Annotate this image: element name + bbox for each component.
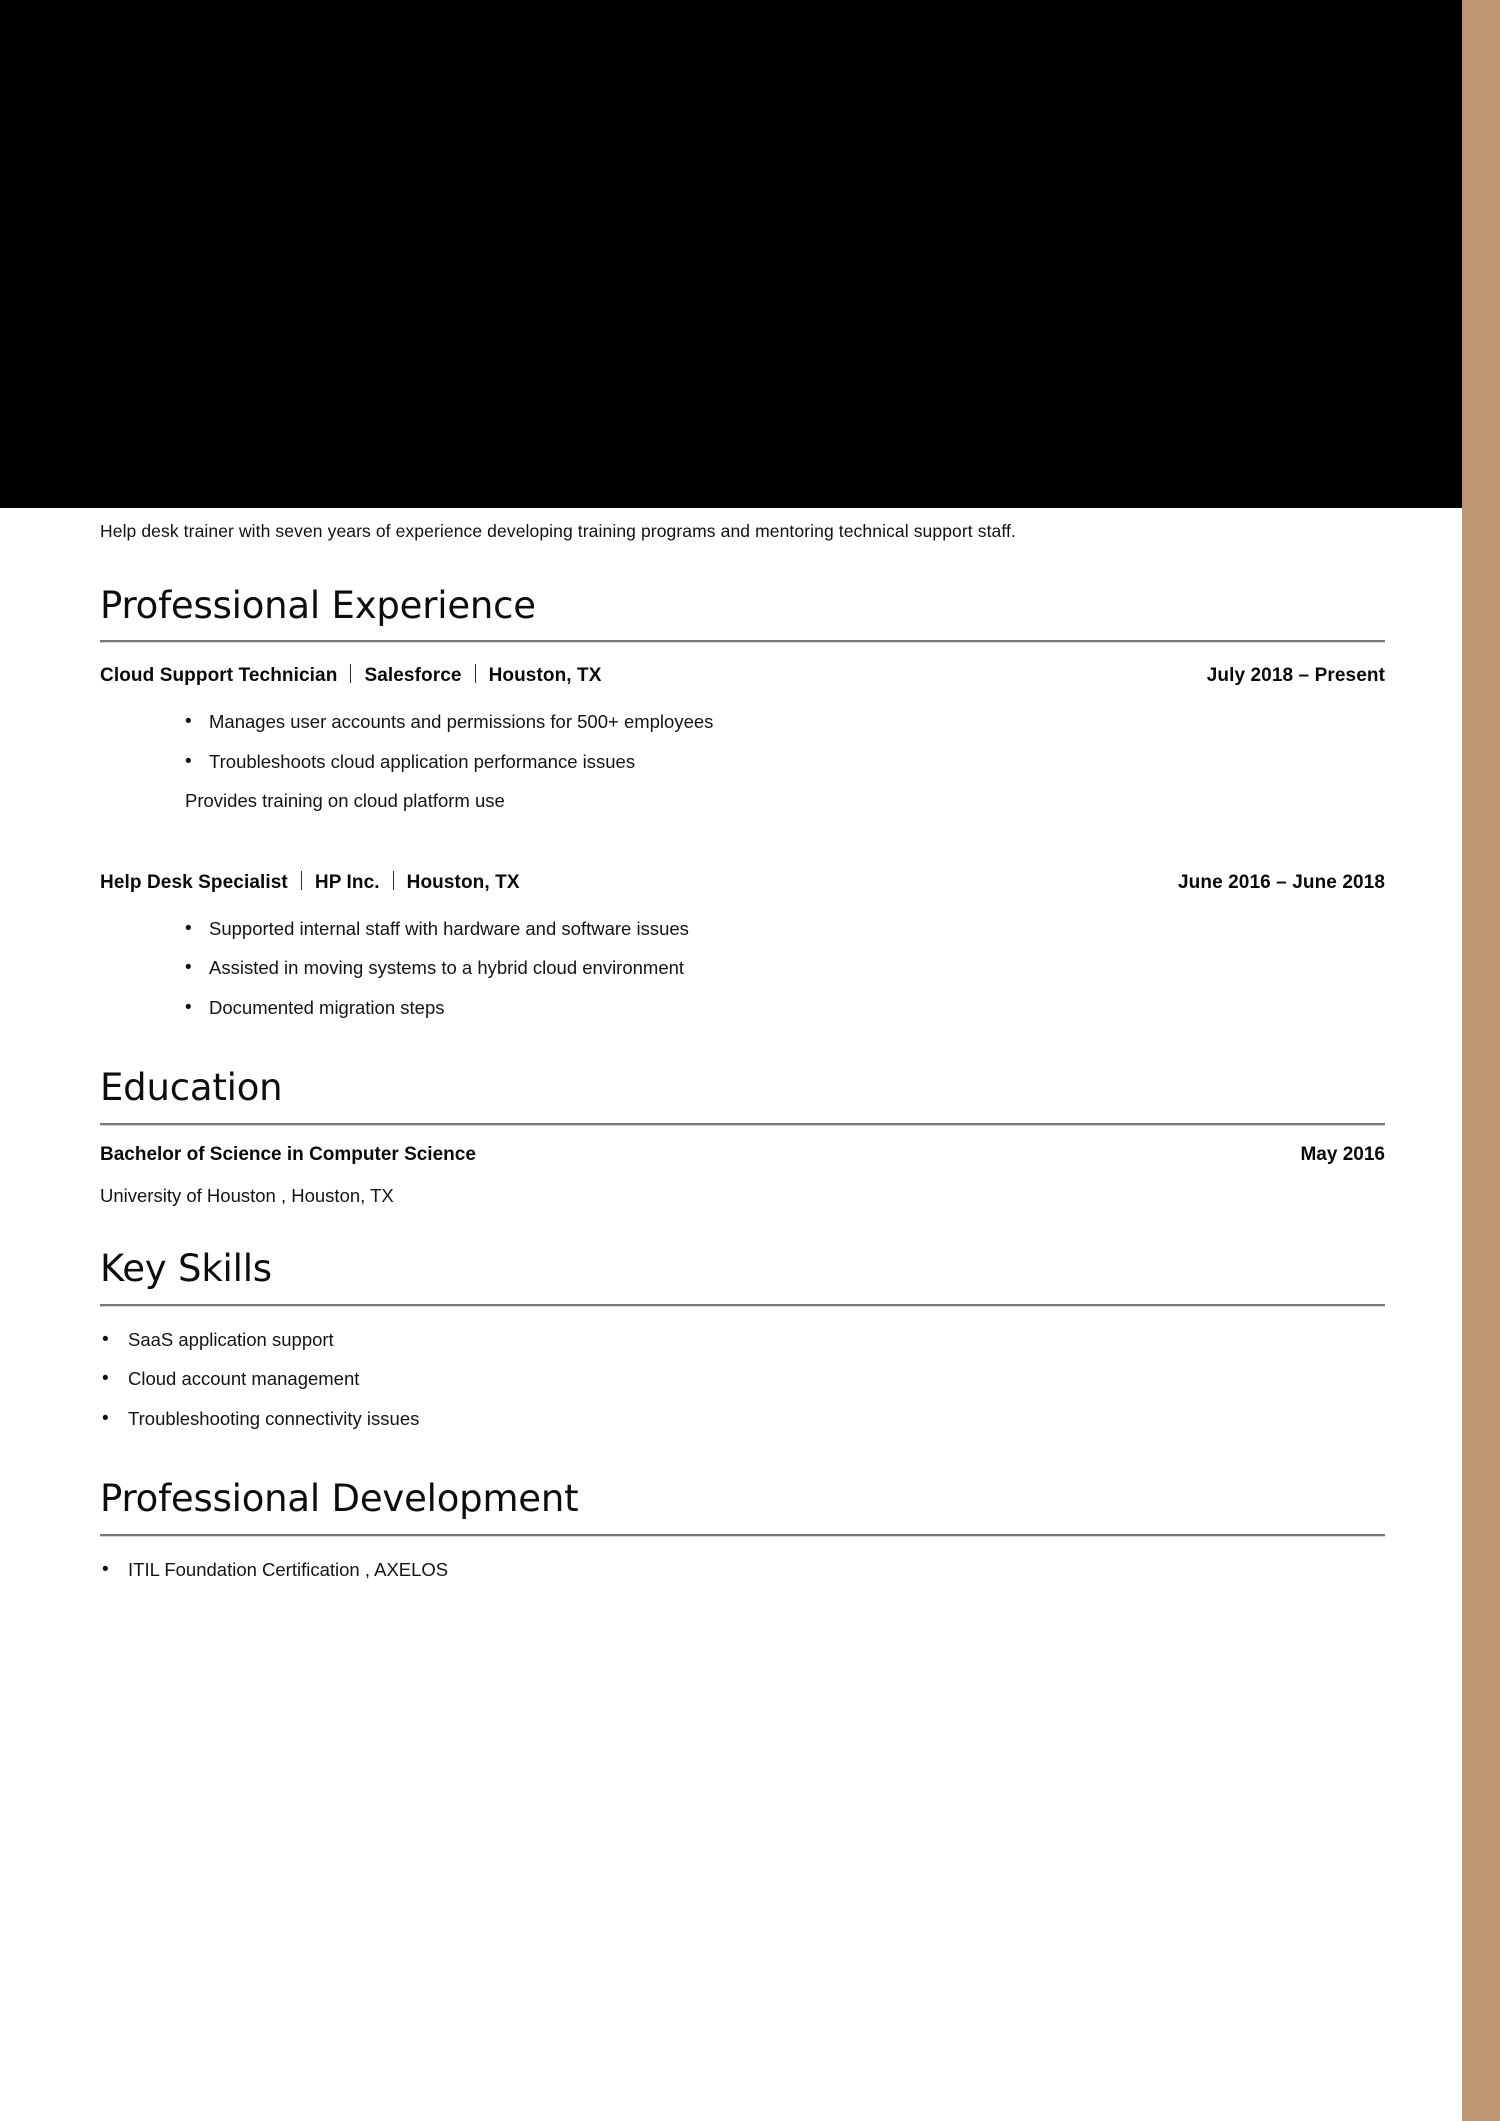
section-title-key-skills: Key Skills: [100, 1247, 272, 1290]
education-school: University of Houston , Houston, TX: [100, 1185, 394, 1206]
list-item: • Supported internal staff with hardware and software issues: [100, 920, 1385, 939]
job-location: Houston, TX: [406, 871, 520, 893]
header-photo-block: [0, 0, 1462, 508]
section-title-professional-development: Professional Development: [100, 1477, 579, 1521]
section-professional-experience: [100, 583, 1385, 1018]
list-item: • Manages user accounts and permissions for 500+ employees: [100, 713, 1385, 732]
job-title: Help Desk Specialist: [100, 871, 288, 893]
section-key-skills: [100, 1249, 1385, 1428]
job-title: Cloud Support Technician: [100, 665, 338, 687]
job-identity: [100, 869, 520, 894]
professional-development-list: [100, 1558, 1385, 1580]
key-skills-list: [100, 1328, 1385, 1429]
education-entry: [100, 1144, 1385, 1166]
section-divider-experience: [100, 640, 1385, 643]
resume-content: [0, 508, 1462, 1600]
list-item: • Cloud account management: [100, 1370, 1385, 1389]
section-professional-development: [100, 1479, 1385, 1579]
job-identity: [100, 662, 602, 687]
section-divider-education: [100, 1123, 1385, 1126]
job-date: July 2018 – Present: [1206, 665, 1385, 687]
accent-side-band: [1462, 0, 1500, 2121]
professional-summary: Help desk trainer with seven years of experience developing training programs and mentoring technical support staff.: [100, 521, 1016, 541]
list-item: • ITIL Foundation Certification , AXELOS: [100, 1561, 1385, 1580]
section-education: [100, 1068, 1385, 1207]
list-item: • Documented migration steps: [100, 999, 1385, 1018]
separator-bar-icon: [301, 871, 302, 890]
job-header: [100, 662, 1385, 687]
job-location: Houston, TX: [488, 665, 602, 687]
separator-bar-icon: [475, 664, 476, 683]
section-title-experience: Professional Experience: [100, 583, 536, 627]
list-item: • Troubleshoots cloud application performance issues: [100, 753, 1385, 772]
job-responsibility-list: [100, 713, 1385, 811]
job-company: HP Inc.: [314, 871, 380, 893]
section-divider-professional-development: [100, 1534, 1385, 1537]
education-date: May 2016: [1300, 1144, 1385, 1165]
list-item: • Assisted in moving systems to a hybrid cloud environment: [100, 959, 1385, 978]
job-header: [100, 869, 1385, 894]
education-degree: Bachelor of Science in Computer Science: [100, 1144, 476, 1165]
list-item: • SaaS application support: [100, 1331, 1385, 1350]
separator-bar-icon: [350, 664, 351, 683]
list-item: Provides training on cloud platform use: [185, 790, 505, 812]
section-divider-key-skills: [100, 1304, 1385, 1307]
separator-bar-icon: [393, 871, 394, 890]
list-item: • Troubleshooting connectivity issues: [100, 1410, 1385, 1429]
job-date: June 2016 – June 2018: [1177, 871, 1385, 893]
job-company: Salesforce: [364, 665, 462, 687]
job-responsibility-list: [100, 917, 1385, 1018]
section-title-education: Education: [100, 1066, 283, 1110]
